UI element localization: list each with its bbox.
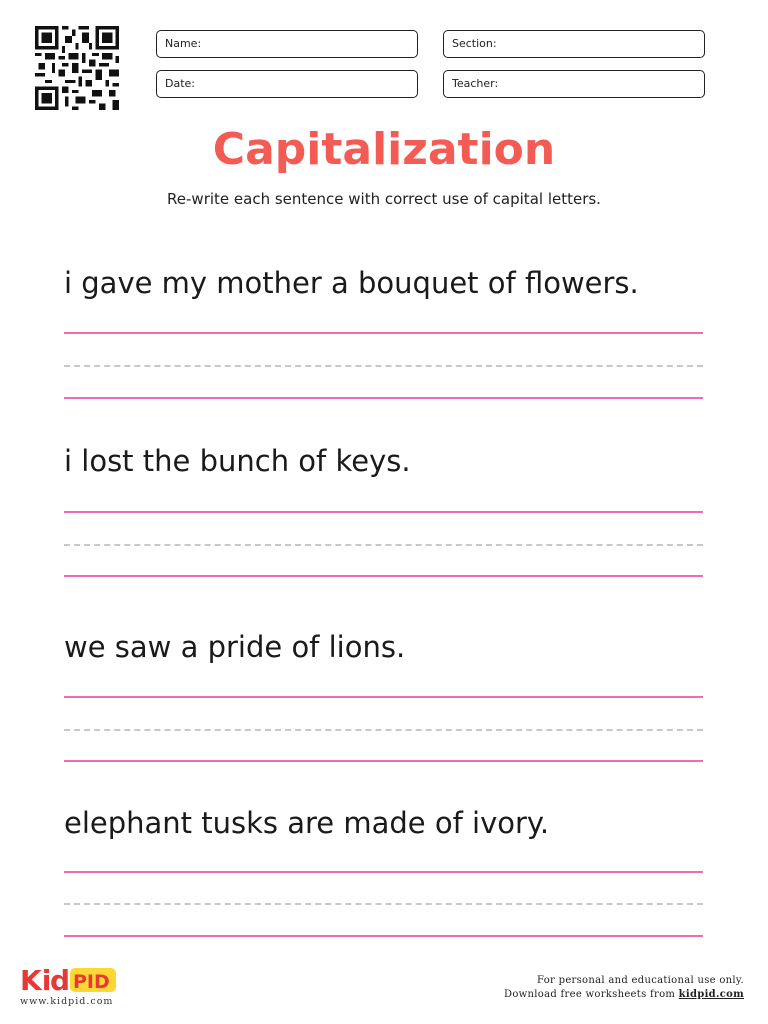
svg-text:d: d (50, 964, 71, 996)
instruction-text: Re-write each sentence with correct use of capital letters. (167, 190, 601, 208)
sentence-4: elephant tusks are made of ivory. (64, 806, 550, 840)
kidpid-logo (20, 964, 120, 996)
writing-line-bottom[interactable] (64, 575, 703, 577)
svg-text:Ki: Ki (20, 964, 52, 996)
writing-line-bottom[interactable] (64, 935, 703, 937)
page-title: Capitalization (212, 124, 556, 175)
footer-note-prefix: Download free worksheets from (504, 989, 679, 1000)
writing-line-top[interactable] (64, 511, 703, 513)
writing-line-bottom[interactable] (64, 397, 703, 399)
writing-line-mid (64, 903, 703, 905)
writing-line-mid (64, 365, 703, 367)
sentence-2: i lost the bunch of keys. (64, 444, 411, 478)
writing-line-top[interactable] (64, 332, 703, 334)
sentence-3: we saw a pride of lions. (64, 630, 406, 664)
teacher-label: Teacher: (452, 77, 499, 90)
sentence-1: i gave my mother a bouquet of flowers. (64, 266, 639, 300)
section-field[interactable] (443, 30, 705, 58)
writing-line-mid (64, 544, 703, 546)
footer-note-line2 (504, 989, 744, 1000)
svg-text:PID: PID (73, 971, 110, 993)
writing-line-bottom[interactable] (64, 760, 703, 762)
qr-code-icon (34, 26, 120, 110)
date-label: Date: (165, 77, 195, 90)
section-label: Section: (452, 37, 497, 50)
writing-line-top[interactable] (64, 696, 703, 698)
logo-url: www.kidpid.com (20, 996, 114, 1007)
writing-line-mid (64, 729, 703, 731)
footer-link[interactable]: kidpid.com (678, 989, 744, 1000)
footer-note-line1: For personal and educational use only. (537, 975, 744, 986)
name-field[interactable] (156, 30, 418, 58)
teacher-field[interactable] (443, 70, 705, 98)
writing-line-top[interactable] (64, 871, 703, 873)
date-field[interactable] (156, 70, 418, 98)
name-label: Name: (165, 37, 202, 50)
